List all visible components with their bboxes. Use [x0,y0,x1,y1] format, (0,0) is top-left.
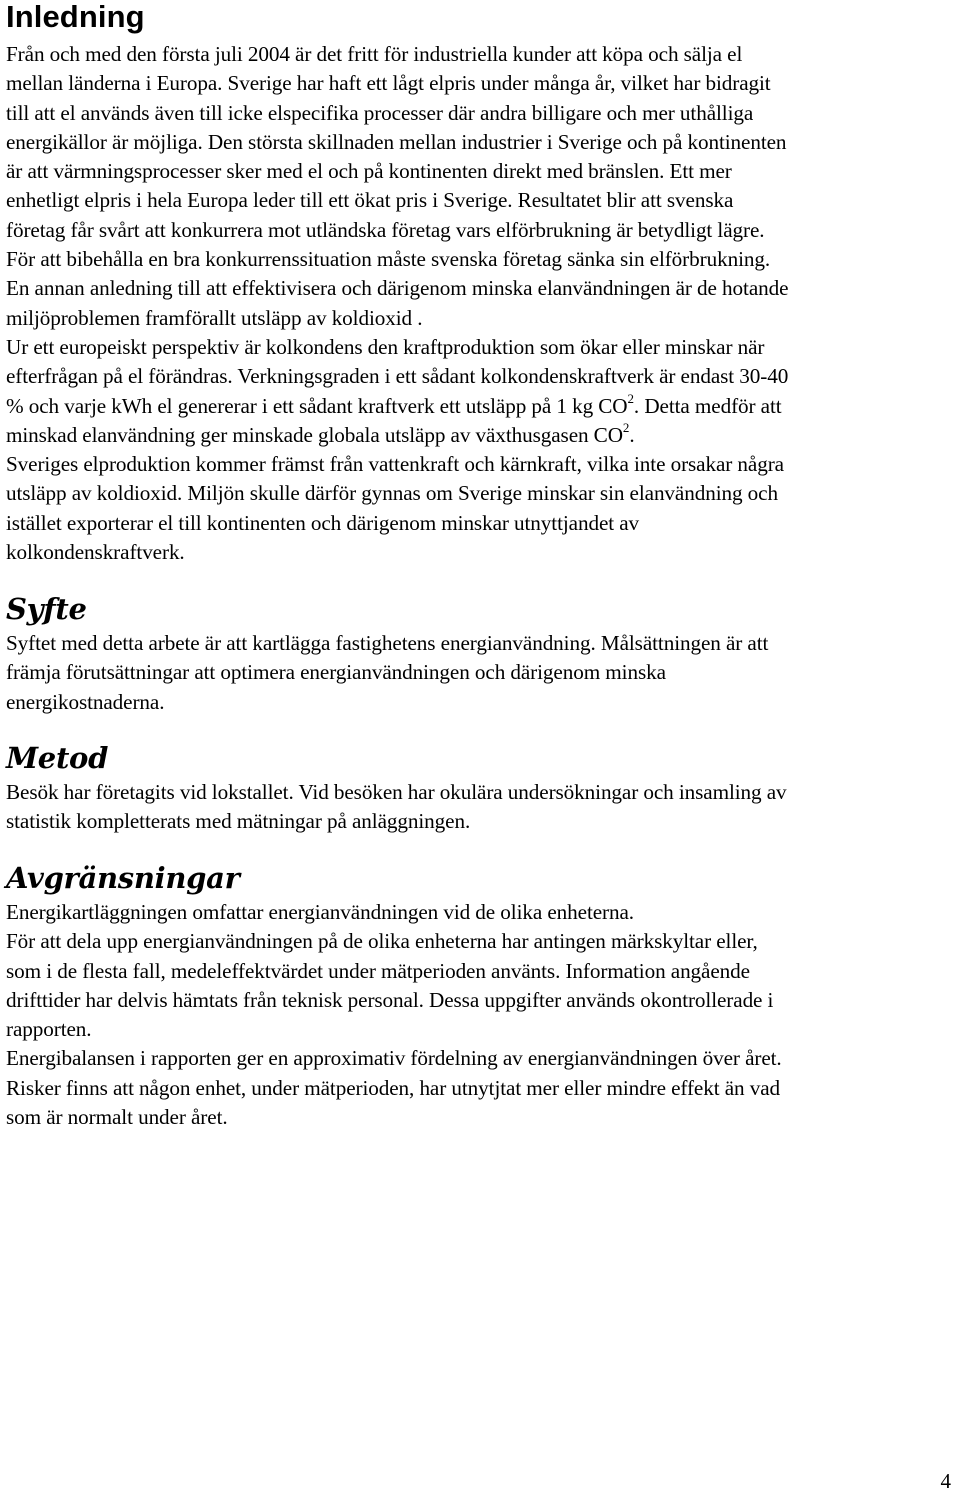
text-line: Sveriges elproduktion kommer främst från vattenkraft och kärnkraft, vilka inte orsakar några [6,452,784,477]
text-line: Energikartläggningen omfattar energianvändningen vid de olika enheterna. [6,900,635,924]
text-line: Risker finns att någon enhet, under mätperioden, har utnytjtat mer eller mindre effekt än vad [6,1075,780,1100]
text-line: till att el används även till icke elspecifika processer där andra billigare och mer uthålliga [6,100,754,125]
text-line: statistik kompletterats med mätningar på anläggningen. [6,809,471,834]
heading-inledning: Inledning [6,0,145,34]
text-line: energikostnaderna. [6,689,165,714]
text-line: Syftet med detta arbete är att kartlägga fastighetens energianvändning. Målsättningen är att [6,631,769,655]
avgransningar-body [6,898,954,1132]
text-line-co2 [6,421,954,450]
text-line: istället exporterar el till kontinenten och därigenom minskar utnyttjandet av [6,510,640,535]
text-line: En annan anledning till att effektivisera och därigenom minska elanvändningen är de hotande [6,276,789,301]
text-line: mellan länderna i Europa. Sverige har haft ett lågt elpris under många år, vilket har bidragit [6,71,771,96]
text-line-co2 [6,392,954,421]
subscript-number: 2 [622,419,630,435]
text-segment: . Detta medför att [633,393,782,418]
metod-body [6,778,954,837]
text-line: som i de flesta fall, medeleffektvärdet under mätperioden använts. Information angående [6,958,750,983]
text-line: För att bibehålla en bra konkurrenssituation måste svenska företag sänka sin elförbrukning. [6,247,771,272]
text-line: främja förutsättningar att optimera energianvändningen och därigenom minska [6,660,666,685]
text-line: miljöproblemen framförallt utsläpp av koldioxid . [6,305,423,330]
text-line: Besök har företagits vid lokstallet. Vid besöken har okulära undersökningar och insamling av [6,780,787,804]
text-segment: minskad elanvändning ger minskade globala utsläpp av växthusgasen CO [6,422,623,447]
heading-metod: Metod [6,741,109,775]
page-number: 4 [940,1469,951,1493]
text-line: För att dela upp energianvändningen på de olika enheterna har antingen märkskyltar eller, [6,929,758,954]
syfte-body [6,629,954,717]
text-line: Energibalansen i rapporten ger en approximativ fördelning av energianvändningen över året. [6,1046,782,1071]
text-line: drifttider har delvis hämtats från teknisk personal. Dessa uppgifter används okontrollerade i [6,987,774,1012]
text-line: efterfrågan på el förändras. Verkningsgraden i ett sådant kolkondenskraftverk är endast 30-40 [6,364,789,389]
text-segment: % och varje kWh el genererar i ett sådant kraftverk ett utsläpp på 1 kg CO [6,393,628,418]
text-line: enhetligt elpris i hela Europa leder till ett ökat pris i Sverige. Resultatet blir att svenska [6,188,734,213]
heading-avgransningar: Avgränsningar [6,861,240,895]
text-line: rapporten. [6,1017,92,1042]
text-line: energikällor är möjliga. Den största skillnaden mellan industrier i Sverige och på kontinenten [6,129,787,154]
text-line: Ur ett europeiskt perspektiv är kolkondens den kraftproduktion som ökar eller minskar när [6,334,765,359]
text-line: kolkondenskraftverk. [6,540,185,565]
text-line: som är normalt under året. [6,1105,228,1130]
text-segment: . [629,422,635,447]
text-line: är att värmningsprocesser sker med el och på kontinenten direkt med bränslen. Ett mer [6,159,732,184]
text-line: utsläpp av koldioxid. Miljön skulle därför gynnas om Sverige minskar sin elanvändning och [6,481,778,506]
text-line: företag får svårt att konkurrera mot utländska företag vars elförbrukning är betydligt lägre. [6,217,765,242]
heading-syfte: Syfte [6,592,87,626]
text-line: Från och med den första juli 2004 är det fritt för industriella kunder att köpa och sälja el [6,42,743,66]
inledning-body [6,40,954,567]
subscript-number: 2 [627,390,634,406]
